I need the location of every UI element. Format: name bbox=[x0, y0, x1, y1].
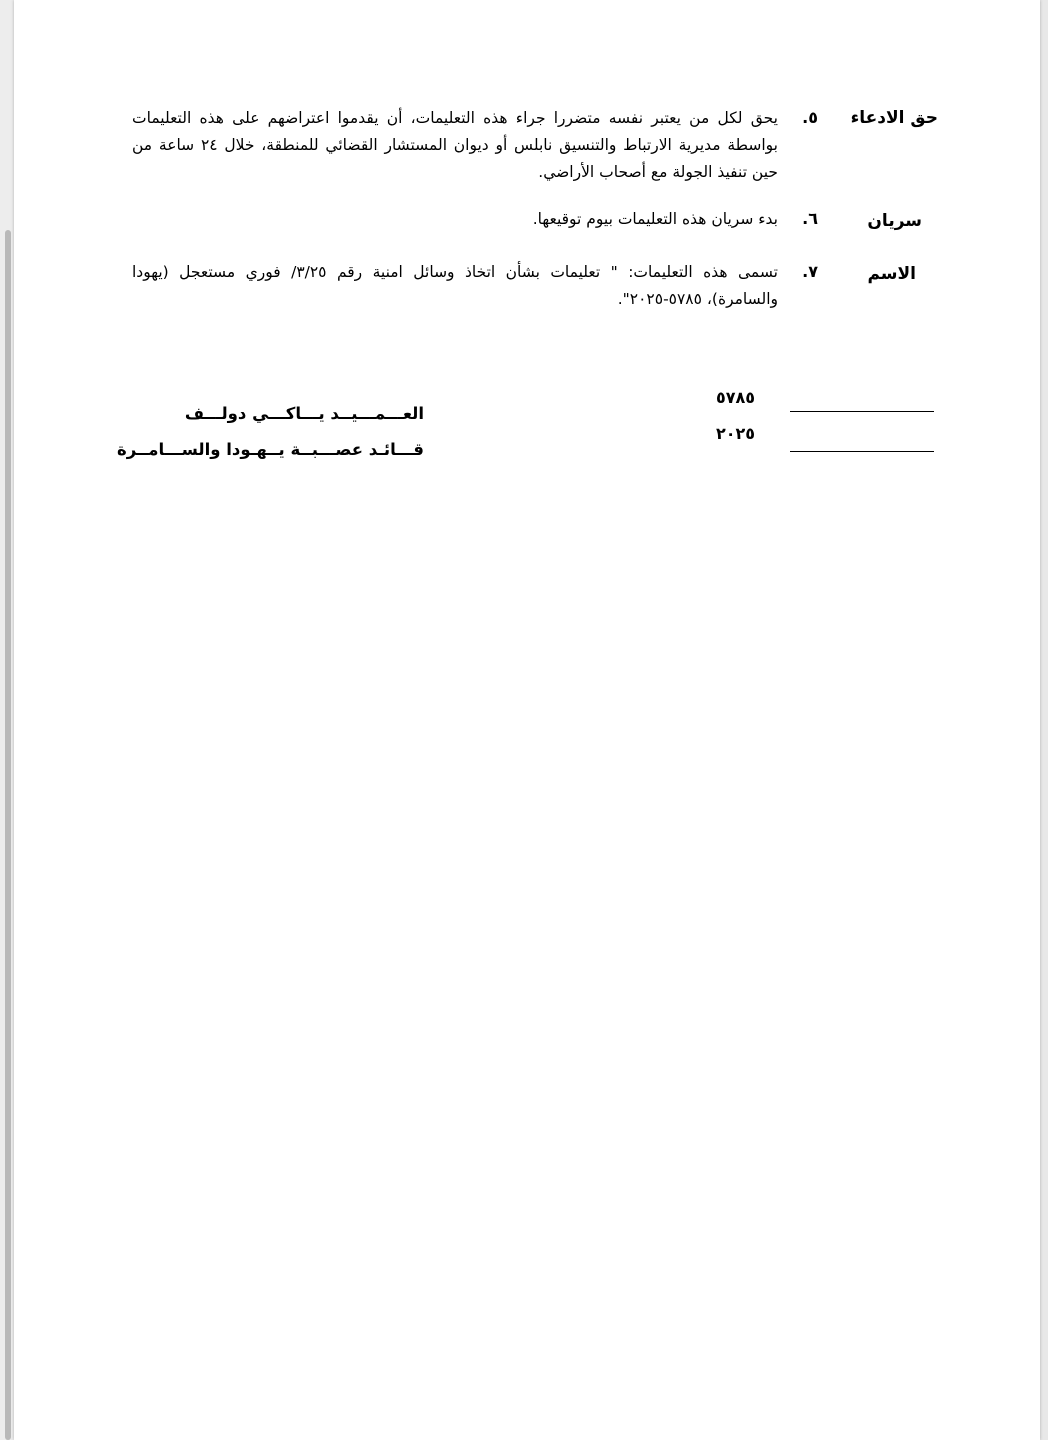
clause-text: يحق لكل من يعتبر نفسه متضررا جراء هذه التعليمات، أن يقدموا اعتراضهم على هذه التعليمات بواسطة مديرية الارتباط والتنسيق نابلس أو ديوان المستشار القضائي للمنطقة، خلال ٢٤ ساعة من حين تنفيذ الجولة مع أصحاب الأراضي. bbox=[132, 109, 778, 181]
clause-number: .٥ bbox=[802, 108, 818, 127]
clause-text: بدء سريان هذه التعليمات بيوم توقيعها. bbox=[532, 210, 778, 228]
signature-block bbox=[110, 396, 424, 468]
gregorian-year: ٢٠٢٥ bbox=[716, 424, 756, 443]
viewer-edge bbox=[1040, 0, 1048, 1440]
clause-title: سريان bbox=[867, 211, 922, 231]
date-underline bbox=[790, 451, 934, 452]
date-block bbox=[716, 380, 755, 452]
clause-title: حق الادعاء bbox=[850, 108, 938, 128]
document-page bbox=[14, 0, 1040, 1440]
clause-title: الاسم bbox=[867, 264, 916, 284]
clause-number: .٧ bbox=[802, 262, 818, 281]
scrollbar-thumb[interactable] bbox=[5, 230, 11, 1440]
hebrew-year: ٥٧٨٥ bbox=[716, 388, 756, 407]
clause-number: .٦ bbox=[802, 209, 818, 228]
date-underline bbox=[790, 411, 934, 412]
signatory-position: قـــائـد عصـــبــة يــهـودا والســـامــرة bbox=[117, 440, 424, 459]
scrollbar-track[interactable] bbox=[0, 0, 14, 1440]
signatory-name: العـــمـــيــد يـــاكـــي دولـــف bbox=[184, 404, 424, 423]
clause-text: تسمى هذه التعليمات: " تعليمات بشأن اتخاذ وسائل امنية رقم ٣/٢٥/ فوري مستعجل (يهودا والسامرة)، ٥٧٨٥-٢٠٢٥". bbox=[132, 263, 778, 308]
